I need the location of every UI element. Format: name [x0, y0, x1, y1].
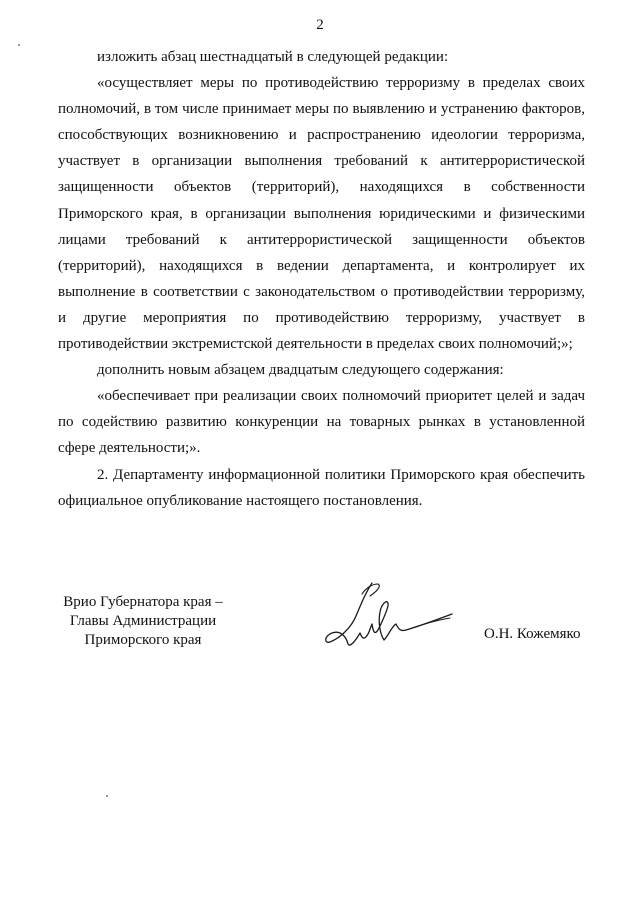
signatory-title — [58, 593, 228, 650]
signatory-title-line: Главы Администрации — [69, 613, 217, 629]
scan-mark — [18, 44, 20, 46]
paragraph: 2. Департаменту информационной политики Приморского края обеспечить официальное опубликование настоящего постановления. — [58, 466, 585, 509]
signatory-title-line: Приморского края — [84, 632, 202, 648]
paragraph: изложить абзац шестнадцатый в следующей редакции: — [97, 49, 449, 65]
paragraph: дополнить новым абзацем двадцатым следующего содержания: — [97, 362, 504, 379]
signatory-title-line: Врио Губернатора края – — [63, 594, 223, 610]
paragraph: «осуществляет меры по противодействию терроризму в пределах своих полномочий, в том числе принимает меры по выявлению и устранению факторов, способствующих возникновению и распространению идеологии терроризма, участвует в организации выполнения требований к антитеррористической защищенности объектов (территорий), находящихся в собственности Приморского края, в организации выполнения юридическими и физическими лицами требований к антитеррористической защищенности объектов (территорий), находящихся в ведении департамента, и контролирует их выполнение в соответствии с законодательством о противодействии терроризму, и другие мероприятия по противодействию терроризму, участвует в противодействии экстремистской деятельности в пределах своих полномочий;»; — [58, 75, 585, 353]
handwritten-signature — [316, 578, 456, 653]
signer-name: О.Н. Кожемяко — [484, 626, 581, 642]
paragraph: «обеспечивает при реализации своих полномочий приоритет целей и задач по содействию развитию конкуренции на товарных рынках в установленной сфере деятельности;». — [58, 388, 585, 457]
document-body — [58, 44, 585, 514]
page-number: 2 — [316, 17, 324, 33]
scan-mark — [106, 795, 108, 797]
